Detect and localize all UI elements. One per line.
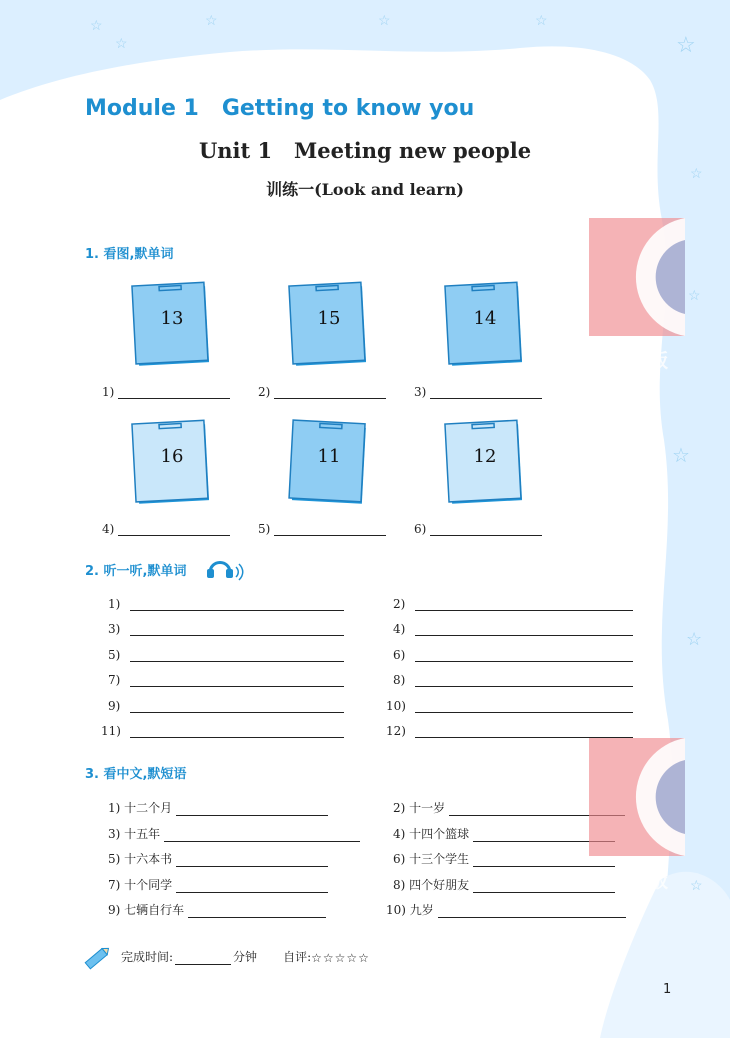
lesson-subtitle: 训练一(Look and learn)	[266, 180, 464, 199]
blank-label: 12)	[386, 724, 406, 738]
calendar-card	[288, 280, 370, 368]
answer-blank[interactable]	[414, 521, 542, 536]
blank-label: 1)	[102, 385, 115, 399]
time-unit: 分钟	[233, 950, 258, 964]
phrase-blank[interactable]	[386, 901, 626, 918]
blank-label: 2)	[258, 385, 271, 399]
svg-text:☆: ☆	[378, 13, 391, 29]
phrase-prompt: 6) 十三个学生	[393, 852, 470, 866]
answer-blank[interactable]	[108, 596, 344, 611]
phrase-blank[interactable]	[108, 799, 328, 816]
rating-stars[interactable]: ☆☆☆☆☆	[311, 951, 370, 965]
answer-blank[interactable]	[102, 384, 230, 399]
svg-text:☆: ☆	[690, 878, 703, 894]
calendar-number: 15	[317, 308, 341, 329]
time-blank[interactable]	[175, 950, 231, 965]
phrase-blank[interactable]	[108, 876, 328, 893]
phrase-blank[interactable]	[108, 825, 360, 842]
blank-label: 3)	[108, 622, 121, 636]
blank-label: 4)	[102, 522, 115, 536]
answer-blank[interactable]	[393, 621, 633, 636]
module-title: Module 1 Getting to know you	[85, 96, 475, 121]
phrase-prompt: 3) 十五年	[108, 827, 161, 841]
phrase-blank[interactable]	[108, 901, 326, 918]
blank-label: 6)	[393, 648, 406, 662]
blank-label: 3)	[414, 385, 427, 399]
blank-label: 8)	[393, 673, 406, 687]
blank-label: 7)	[108, 673, 121, 687]
blank-label: 11)	[101, 724, 121, 738]
calendar-number: 16	[160, 446, 184, 467]
calendar-number: 14	[473, 308, 497, 329]
svg-text:☆: ☆	[535, 13, 548, 29]
publisher-watermark-text: 世纪出版	[592, 350, 669, 372]
svg-text:☆: ☆	[688, 288, 701, 304]
svg-text:☆: ☆	[686, 629, 703, 650]
phrase-prompt: 8) 四个好朋友	[393, 878, 470, 892]
headphones-icon	[204, 555, 244, 581]
phrase-prompt: 7) 十个同学	[108, 878, 173, 892]
phrase-prompt: 9) 七辆自行车	[108, 903, 185, 917]
calendar-number: 12	[473, 446, 497, 467]
answer-blank[interactable]	[108, 698, 344, 713]
calendar-card	[288, 418, 370, 506]
svg-text:☆: ☆	[90, 18, 103, 34]
section-2-title: 2. 听一听,默单词	[85, 564, 187, 579]
self-eval-label: 自评:	[283, 950, 312, 964]
phrase-blank[interactable]	[108, 850, 328, 867]
blank-label: 5)	[108, 648, 121, 662]
answer-blank[interactable]	[101, 723, 344, 738]
time-label: 完成时间:	[121, 950, 174, 964]
answer-blank[interactable]	[414, 384, 542, 399]
answer-blank[interactable]	[108, 647, 344, 662]
blank-label: 6)	[414, 522, 427, 536]
answer-blank[interactable]	[386, 698, 633, 713]
calendar-card	[444, 280, 526, 368]
blank-label: 4)	[393, 622, 406, 636]
publisher-watermark-text: 世纪出版	[592, 870, 669, 892]
section-1-title: 1. 看图,默单词	[85, 247, 174, 262]
completion-footer	[85, 948, 370, 965]
svg-text:☆: ☆	[205, 13, 218, 29]
blank-label: 2)	[393, 597, 406, 611]
answer-blank[interactable]	[393, 596, 633, 611]
svg-text:☆: ☆	[690, 166, 703, 182]
section-3-title: 3. 看中文,默短语	[85, 767, 187, 782]
answer-blank[interactable]	[102, 521, 230, 536]
phrase-blank[interactable]	[393, 850, 615, 867]
answer-blank[interactable]	[108, 621, 344, 636]
phrase-blank[interactable]	[393, 825, 615, 842]
answer-blank[interactable]	[258, 521, 386, 536]
svg-text:☆: ☆	[115, 36, 128, 52]
answer-blank[interactable]	[258, 384, 386, 399]
blank-label: 10)	[386, 699, 406, 713]
answer-blank[interactable]	[386, 723, 633, 738]
calendar-card	[444, 418, 526, 506]
calendar-number: 11	[317, 446, 341, 467]
phrase-prompt: 10) 九岁	[386, 903, 434, 917]
phrase-prompt: 5) 十六本书	[108, 852, 173, 866]
page-number: 1	[663, 982, 672, 997]
calendar-card	[131, 280, 213, 368]
phrase-prompt: 4) 十四个篮球	[393, 827, 470, 841]
svg-text:☆: ☆	[672, 443, 690, 467]
unit-title: Unit 1 Meeting new people	[198, 138, 532, 163]
answer-blank[interactable]	[393, 647, 633, 662]
answer-blank[interactable]	[393, 672, 633, 687]
phrase-prompt: 1) 十二个月	[108, 801, 173, 815]
answer-blank[interactable]	[108, 672, 344, 687]
calendar-number: 13	[160, 308, 184, 329]
svg-text:☆: ☆	[676, 33, 696, 58]
phrase-prompt: 2) 十一岁	[393, 801, 446, 815]
calendar-card	[131, 418, 213, 506]
phrase-blank[interactable]	[393, 876, 615, 893]
blank-label: 5)	[258, 522, 271, 536]
blank-label: 9)	[108, 699, 121, 713]
blank-label: 1)	[108, 597, 121, 611]
